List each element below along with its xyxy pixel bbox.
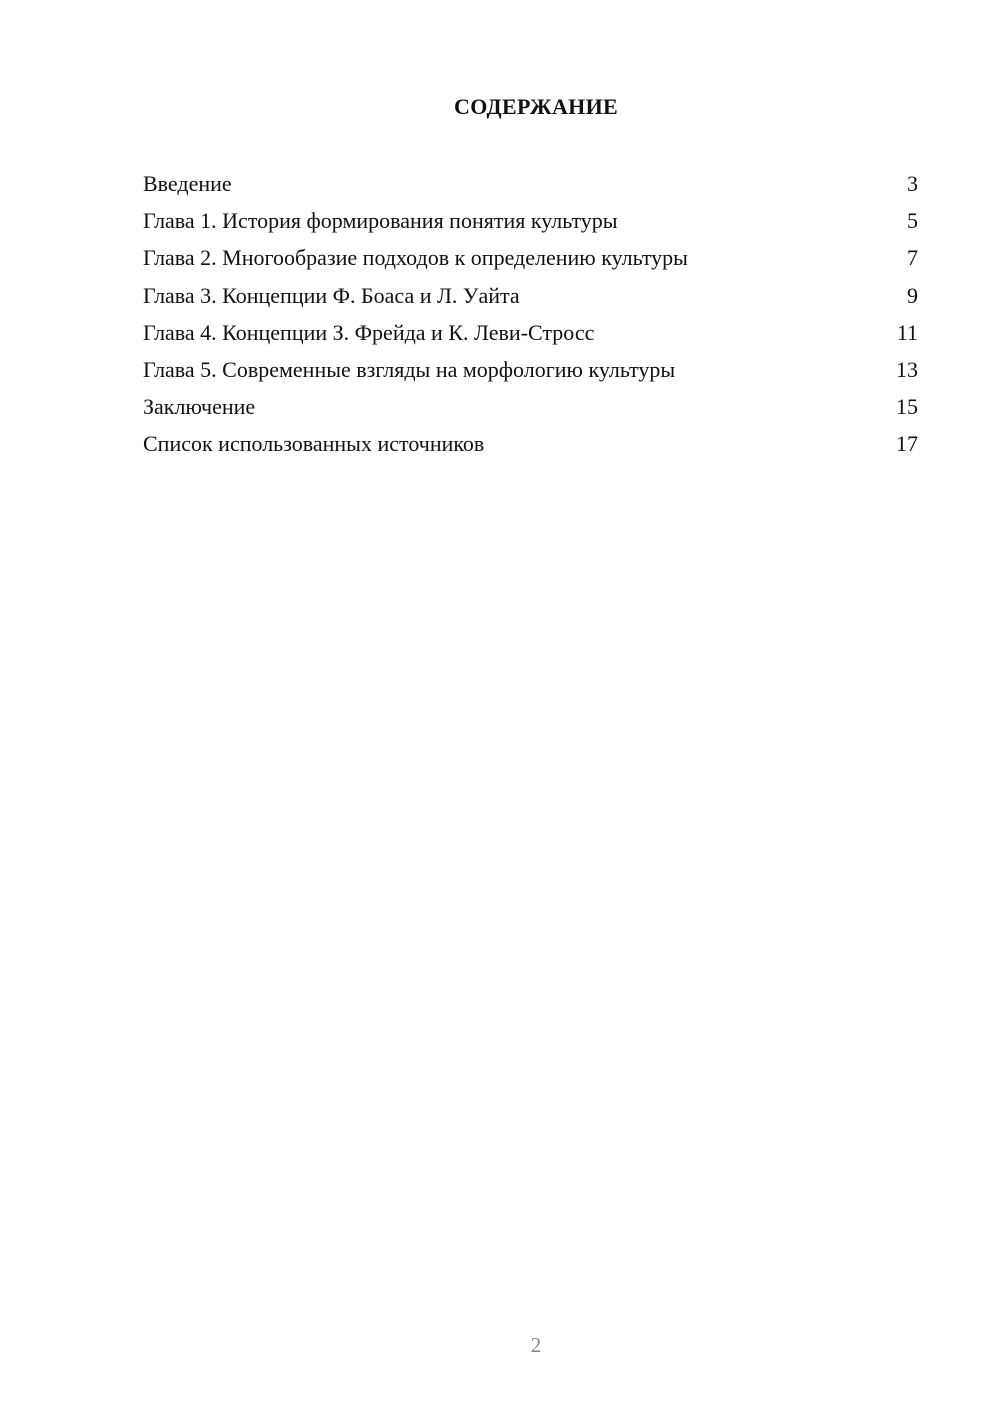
toc-entry-label: Глава 1. История формирования понятия культуры <box>143 208 618 234</box>
toc-entry-conclusion <box>143 392 918 429</box>
toc-entry-page: 17 <box>896 431 918 457</box>
toc-entry-label: Глава 5. Современные взгляды на морфологию культуры <box>143 356 676 382</box>
toc-entry-label: Заключение <box>143 394 256 420</box>
toc-entry-chapter-1 <box>143 206 918 243</box>
toc-entry-label: Глава 2. Многообразие подходов к определению культуры <box>143 245 688 271</box>
page-title: СОДЕРЖАНИЕ <box>454 94 618 119</box>
toc-entry-chapter-2 <box>143 243 918 280</box>
toc-entry-page: 11 <box>896 319 918 345</box>
toc-entry-chapter-4 <box>143 318 918 355</box>
toc-entry-chapter-3 <box>143 281 918 318</box>
toc-entry-references <box>143 429 918 466</box>
toc-entry-label: Глава 4. Концепции З. Фрейда и К. Леви-Стросс <box>143 319 595 345</box>
table-of-contents <box>143 169 918 467</box>
page-number: 2 <box>530 1333 542 1357</box>
toc-entry-introduction <box>143 169 918 206</box>
toc-entry-chapter-5 <box>143 355 918 392</box>
toc-entry-page: 7 <box>907 245 918 271</box>
toc-entry-label: Глава 3. Концепции Ф. Боаса и Л. Уайта <box>143 282 520 308</box>
toc-entry-label: Список использованных источников <box>143 431 485 457</box>
toc-entry-label: Введение <box>143 171 232 196</box>
toc-entry-page: 15 <box>896 394 918 420</box>
toc-entry-page: 5 <box>907 208 918 234</box>
toc-entry-page: 9 <box>907 282 918 308</box>
toc-entry-page: 13 <box>896 356 918 382</box>
toc-entry-page: 3 <box>907 171 918 196</box>
